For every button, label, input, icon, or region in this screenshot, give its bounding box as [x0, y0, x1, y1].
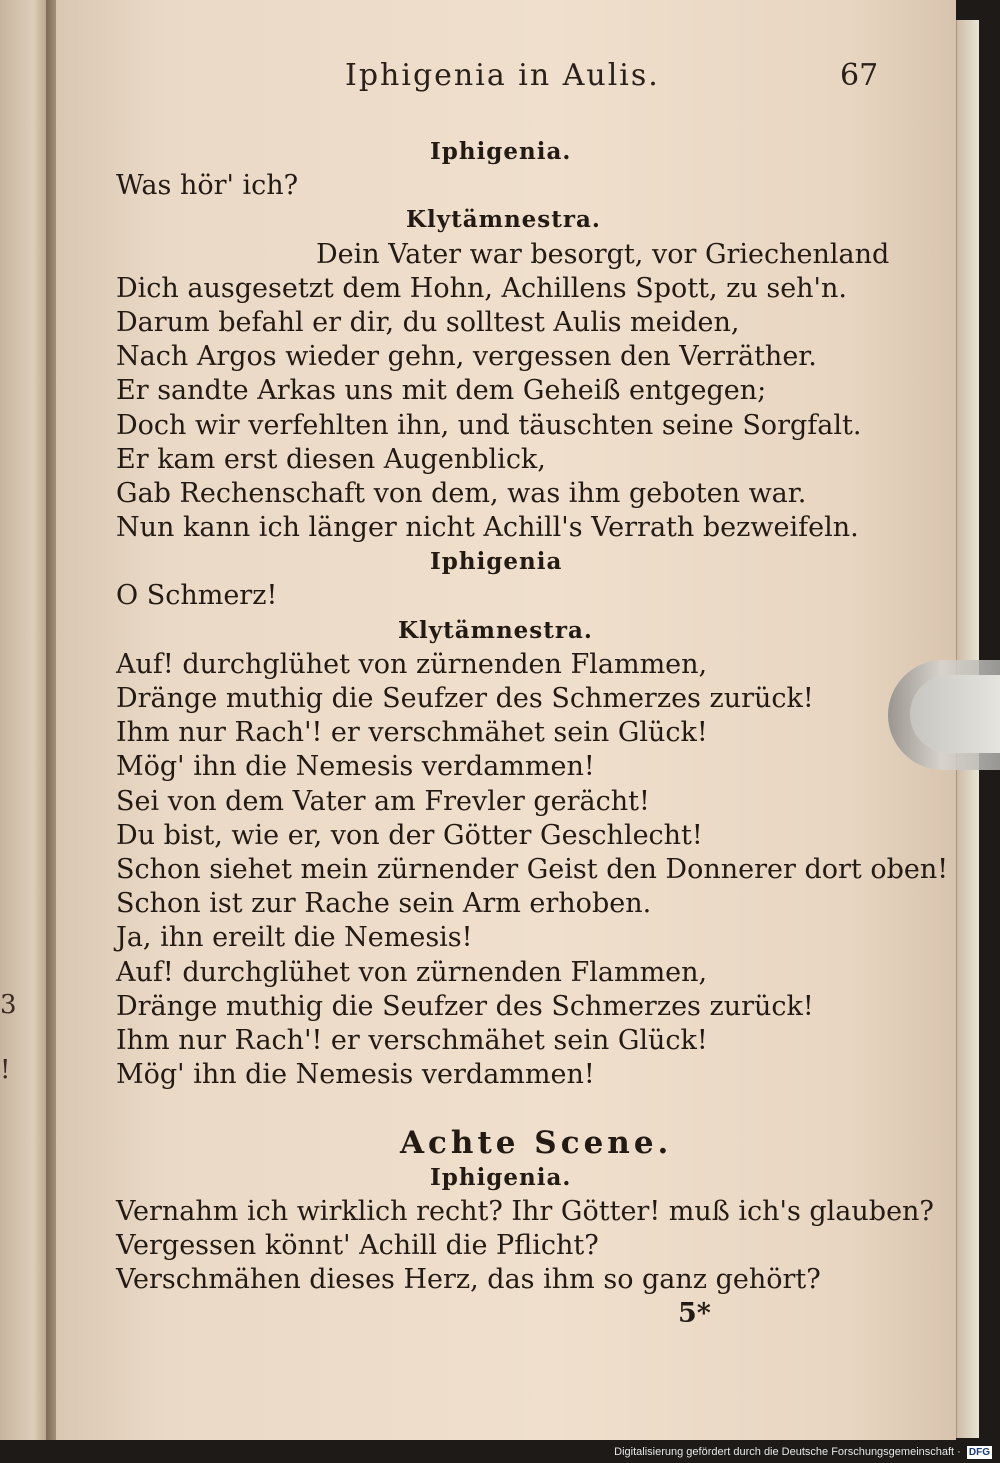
signature-mark: 5*: [678, 1298, 711, 1330]
verse-line: Auf! durchglühet von zürnenden Flammen,: [116, 648, 708, 680]
verse-line: Sei von dem Vater am Frevler gerächt!: [116, 785, 650, 817]
scene-heading: Achte Scene.: [400, 1125, 673, 1162]
blank-line: [116, 1092, 896, 1126]
verse-line: Dränge muthig die Seufzer des Schmerzes zurück!: [116, 683, 814, 714]
verse-line: Ihm nur Rach'! er verschmähet sein Glück!: [116, 717, 708, 749]
verse-line: Dich ausgesetzt dem Hohn, Achillens Spott, zu seh'n.: [116, 272, 847, 304]
verse-line: Vernahm ich wirklich recht? Ihr Götter! muß ich's glauben?: [116, 1195, 934, 1227]
verse-line: Er kam erst diesen Augenblick,: [116, 443, 546, 475]
verse-line: Verschmähen dieses Herz, das ihm so ganz gehört?: [116, 1264, 821, 1296]
page-number: 67: [840, 58, 879, 93]
speaker-name: Iphigenia.: [430, 138, 572, 165]
verse-line: Gab Rechenschaft von dem, was ihm geboten war.: [116, 477, 807, 509]
verse-line: Ihm nur Rach'! er verschmähet sein Glück!: [116, 1024, 708, 1056]
verse-line: Doch wir verfehlten ihn, und täuschten seine Sorgfalt.: [116, 409, 862, 441]
verse-line: Vergessen könnt' Achill die Pflicht?: [116, 1230, 599, 1261]
speaker-name: Iphigenia: [430, 548, 563, 576]
verse-line: Ja, ihn ereilt die Nemesis!: [116, 922, 473, 954]
verse-line: O Schmerz!: [116, 580, 278, 612]
verse-line: Schon ist zur Rache sein Arm erhoben.: [116, 888, 652, 920]
speaker-name: Iphigenia.: [430, 1163, 572, 1191]
speaker-name: Klytämnestra.: [398, 616, 593, 644]
page-clip-inner: [910, 675, 1000, 753]
verse-line: Schon siehet mein zürnender Geist den Donnerer dort oben!: [116, 853, 949, 885]
verse-line: Dein Vater war besorgt, vor Griechenland: [316, 238, 890, 270]
credit-text: Digitalisierung gefördert durch die Deutsche Forschungsgemeinschaft ·: [614, 1446, 961, 1458]
verse-line: Nun kann ich länger nicht Achill's Verrath bezweifeln.: [116, 512, 859, 544]
left-page-edge: [0, 0, 48, 1440]
verse-line: Du bist, wie er, von der Götter Geschlecht!: [116, 819, 703, 851]
page-text: [116, 135, 949, 1332]
digitization-credit: [614, 1441, 992, 1463]
running-title: Iphigenia in Aulis.: [345, 58, 660, 93]
left-page-mark: !: [0, 1055, 11, 1085]
verse-line: Auf! durchglühet von zürnenden Flammen,: [116, 956, 708, 988]
speaker-name: Klytämnestra.: [406, 206, 601, 234]
verse-line: Was hör' ich?: [116, 170, 299, 202]
verse-line: Mög' ihn die Nemesis verdammen!: [116, 751, 595, 783]
verse-line: Dränge muthig die Seufzer des Schmerzes zurück!: [116, 990, 814, 1022]
verse-line: Darum befahl er dir, du solltest Aulis meiden,: [116, 306, 740, 338]
verse-line: Nach Argos wieder gehn, vergessen den Verräther.: [116, 341, 817, 373]
dfg-logo: DFG: [968, 1447, 990, 1458]
verse-line: Mög' ihn die Nemesis verdammen!: [116, 1059, 595, 1091]
left-page-mark: 3: [0, 990, 17, 1020]
book-gutter: [46, 0, 56, 1440]
verse-line: Er sandte Arkas uns mit dem Geheiß entgegen;: [116, 375, 767, 407]
